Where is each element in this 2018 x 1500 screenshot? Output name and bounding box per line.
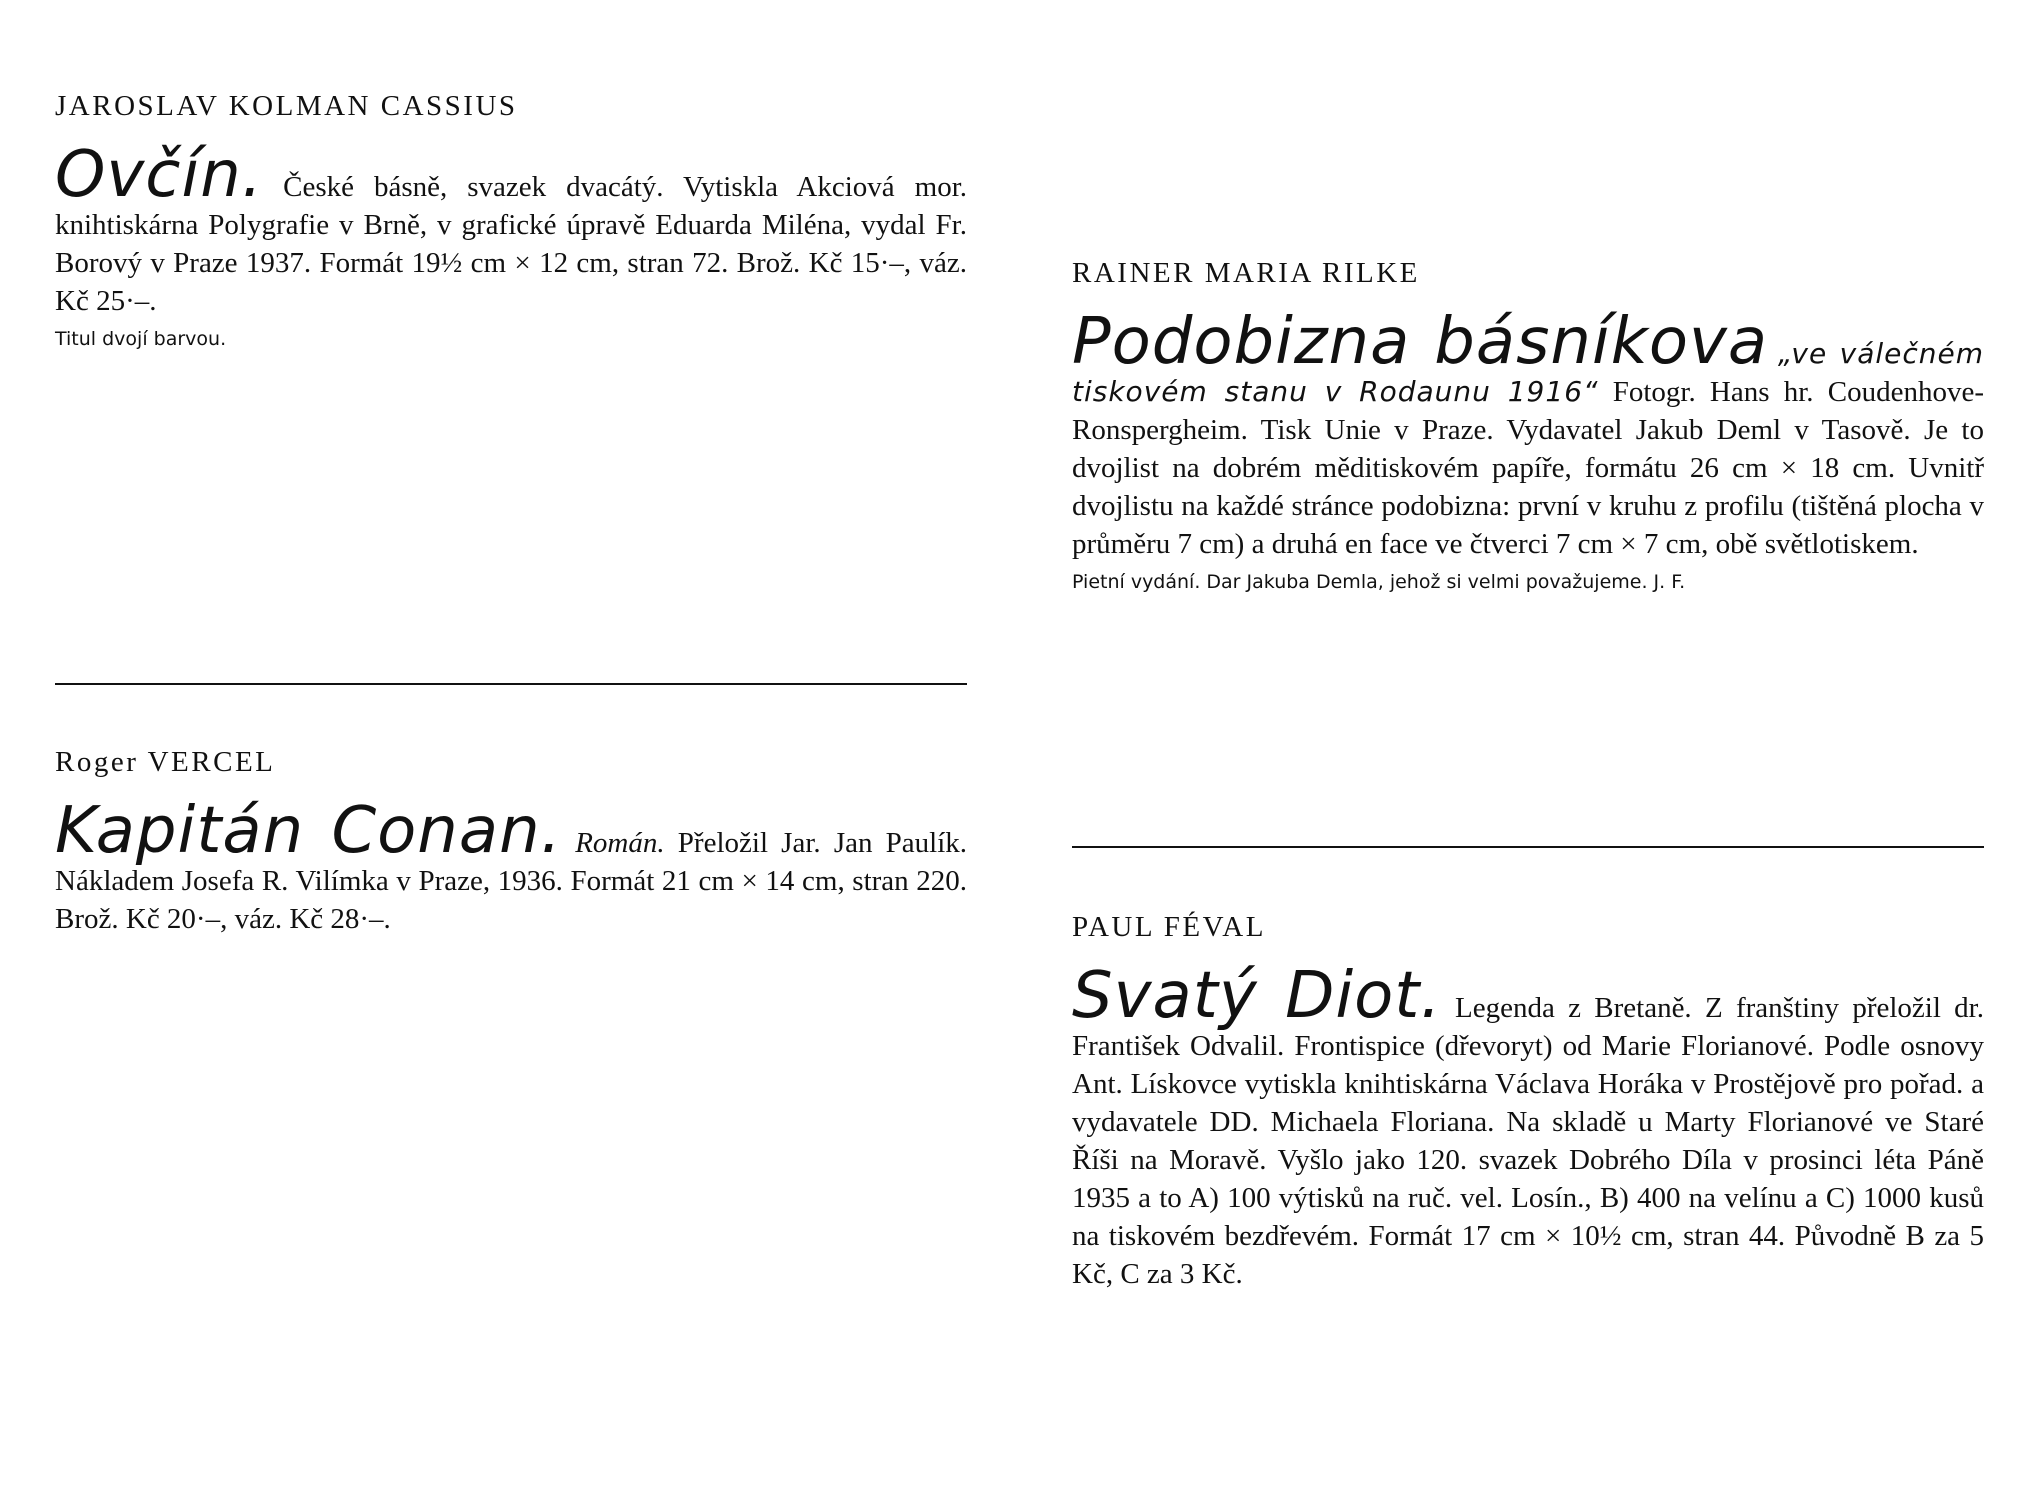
entry-text: Legenda z Bretaně. Z franštiny přeložil dr. František Odvalil. Frontispice (dřevoryt) od Marie Florianové. Podle osnovy Ant. Lískovce vytiskla knihtiskárna Václava Horáka v Prostějově pro pořad. a vydavatele DD. Michaela Floriana. Na skladě u Marty Florianové ve Staré Říši na Moravě. Vyšlo jako 120. svazek Dobrého Díla v prosinci léta Páně 1935 a to A) 100 výtisků na ruč. vel. Losín., B) 400 na velínu a C) 1000 kusů na tiskovém bezdřevém. Formát 17 cm × 10½ cm, stran 44. Původně B za 5 Kč, C za 3 Kč.	[1072, 992, 1984, 1290]
author-name: JAROSLAV KOLMAN CASSIUS	[55, 90, 518, 122]
divider-rule	[55, 683, 967, 685]
entry-body	[55, 794, 968, 938]
book-title: Podobizna básníkova	[1072, 305, 1769, 379]
entry-body	[55, 138, 968, 320]
entry-text: Přeložil Jar. Jan Paulík. Nákladem Josefa R. Vilímka v Praze, 1936. Formát 21 cm × 14 cm, stran 220. Brož. Kč 20·–, váz. Kč 28·–.	[55, 827, 968, 935]
divider-rule	[1072, 846, 1984, 848]
entry-body	[1072, 305, 1985, 563]
entry-svaty-diot	[1072, 909, 1984, 1293]
author-name: PAUL FÉVAL	[1072, 911, 1266, 943]
author-name: RAINER MARIA RILKE	[1072, 257, 1420, 289]
entry-note: Pietní vydání. Dar Jakuba Demla, jehož si velmi považujeme. J. F.	[1072, 571, 1686, 593]
book-title: Ovčín.	[55, 138, 264, 212]
author-name: Roger VERCEL	[55, 746, 276, 778]
book-subtitle: „ve válečném tiskovém stanu v Rodaunu 1916“	[1072, 337, 1985, 408]
book-title: Svatý Diot.	[1072, 959, 1442, 1033]
entry-kapitan-conan	[55, 744, 967, 938]
entry-ovcin	[55, 88, 967, 352]
book-subtitle: Román.	[575, 827, 665, 859]
entry-note: Titul dvojí barvou.	[55, 328, 227, 350]
entry-podobizna	[1072, 255, 1984, 595]
entry-text: Fotogr. Hans hr. Coudenhove-Ronspergheim. Tisk Unie v Praze. Vydavatel Jakub Deml v Tasově. Je to dvojlist na dobrém měditiskovém papíře, formátu 26 cm × 18 cm. Uvnitř dvojlistu na každé stránce podobizna: první v kruhu z profilu (tištěná plocha v průměru 7 cm) a druhá en face ve čtverci 7 cm × 7 cm, obě světlotiskem.	[1072, 376, 1985, 560]
entry-body	[1072, 959, 1984, 1293]
book-title: Kapitán Conan.	[55, 794, 562, 868]
entry-text: České básně, svazek dvacátý. Vytiskla Akciová mor. knihtiskárna Polygrafie v Brně, v grafické úpravě Eduarda Miléna, vydal Fr. Borový v Praze 1937. Formát 19½ cm × 12 cm, stran 72. Brož. Kč 15·–, váz. Kč 25·–.	[55, 171, 968, 317]
